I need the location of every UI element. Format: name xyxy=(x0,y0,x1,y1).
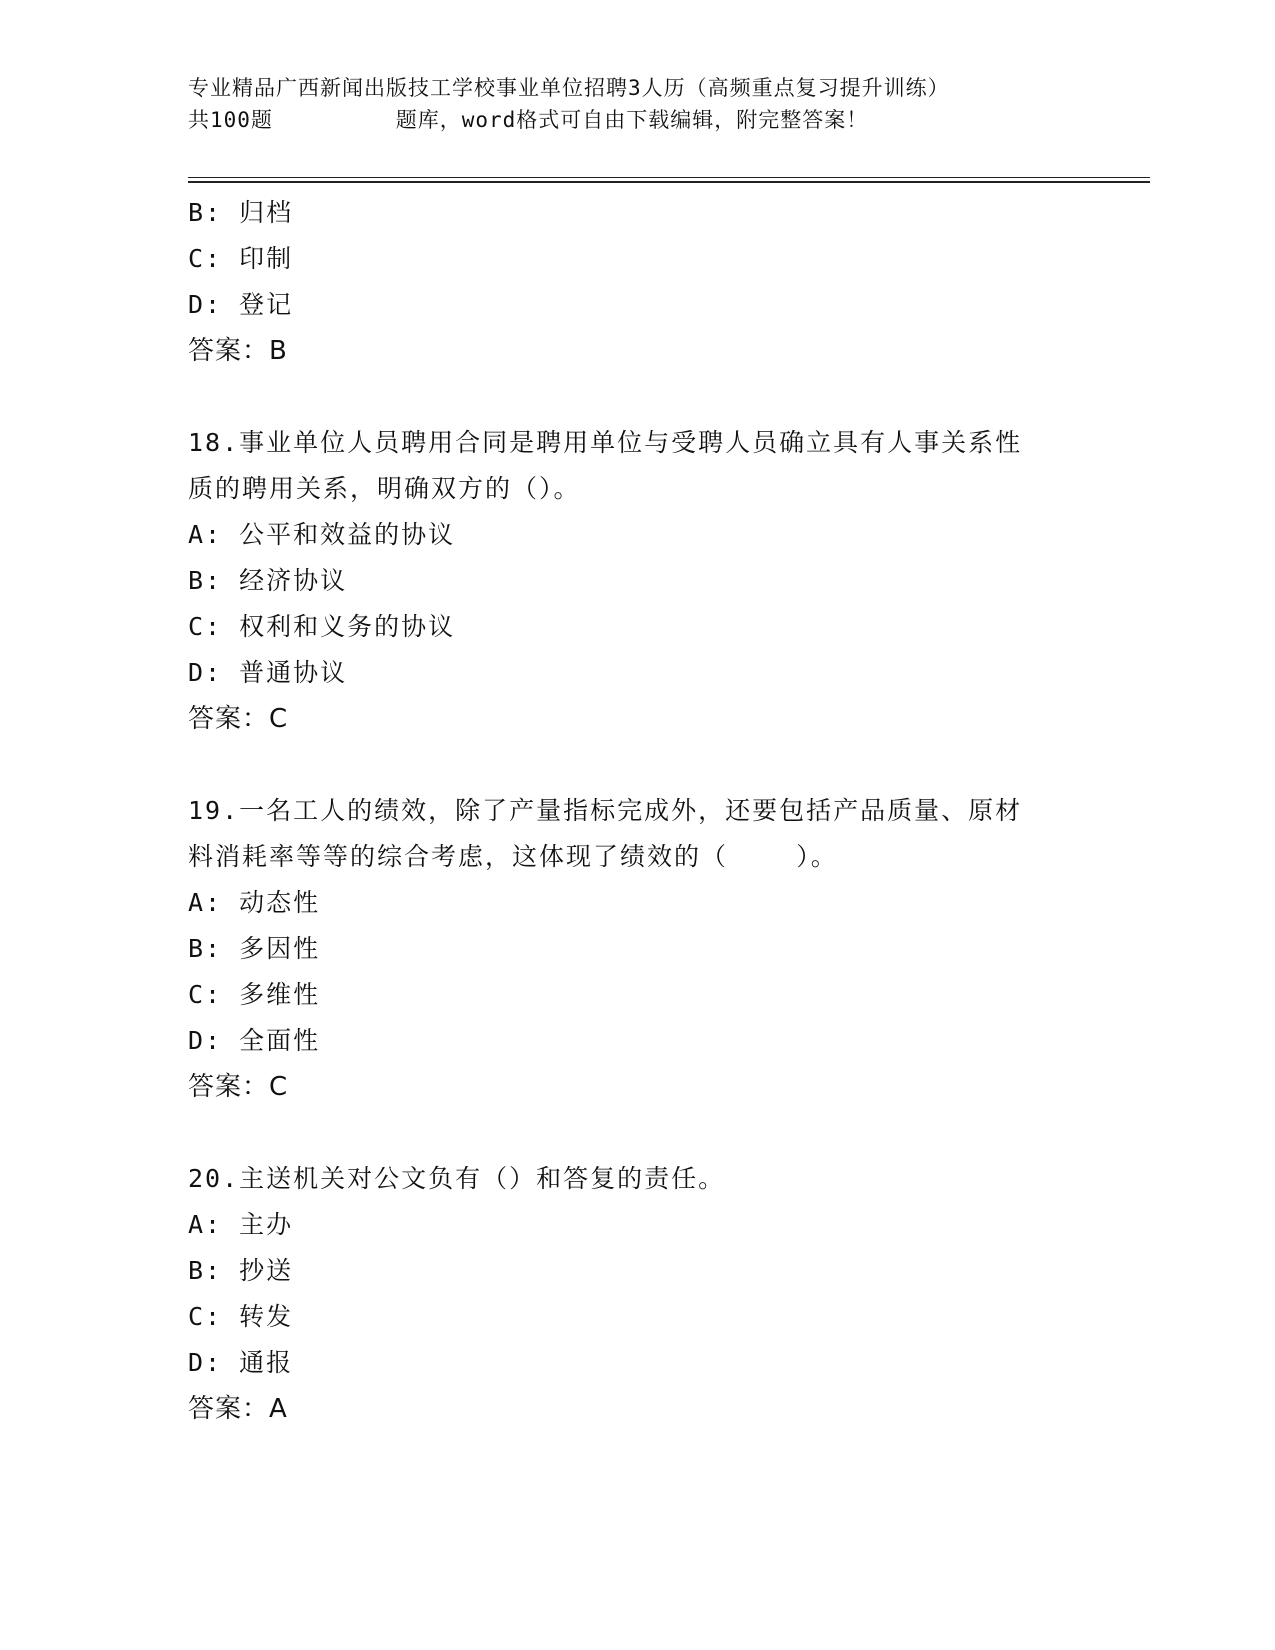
spacer xyxy=(188,1110,1108,1156)
option-d: D: 普通协议 xyxy=(188,658,348,687)
answer-label: 答案：C xyxy=(188,704,289,734)
option-d: D: 登记 xyxy=(188,290,294,319)
question-stem-line: 19.一名工人的绩效，除了产量指标完成外，还要包括产品质量、原材 xyxy=(188,796,1023,825)
question-stem-line: 18.事业单位人员聘用合同是聘用单位与受聘人员确立具有人事关系性 xyxy=(188,428,1023,457)
question-stem xyxy=(188,420,1108,512)
question-stem xyxy=(188,788,1108,880)
question-stem-line: 料消耗率等等的综合考虑，这体现了绩效的（ ）。 xyxy=(188,842,838,871)
option-b: B: 抄送 xyxy=(188,1256,294,1285)
question-list xyxy=(188,190,1108,1432)
spacer xyxy=(188,374,1108,420)
question-17 xyxy=(188,190,1108,374)
question-19 xyxy=(188,788,1108,1110)
option-b: B: 经济协议 xyxy=(188,566,348,595)
question-stem-line: 质的聘用关系，明确双方的（）。 xyxy=(188,474,581,503)
option-d: D: 全面性 xyxy=(188,1026,321,1055)
option-c: C: 多维性 xyxy=(188,980,321,1009)
question-stem xyxy=(188,1156,1108,1202)
option-d: D: 通报 xyxy=(188,1348,294,1377)
page-header xyxy=(188,72,1088,136)
option-a: A: 公平和效益的协议 xyxy=(188,520,456,549)
answer-label: 答案：C xyxy=(188,1072,289,1102)
question-20 xyxy=(188,1156,1108,1432)
option-b: B: 多因性 xyxy=(188,934,321,963)
question-stem-line: 20.主送机关对公文负有（）和答复的责任。 xyxy=(188,1164,726,1193)
answer-label: 答案：B xyxy=(188,336,288,366)
spacer xyxy=(188,742,1108,788)
header-title-line2: 共100题 题库，word格式可自由下载编辑，附完整答案！ xyxy=(188,108,869,132)
option-a: A: 主办 xyxy=(188,1210,294,1239)
question-18 xyxy=(188,420,1108,742)
option-a: A: 动态性 xyxy=(188,888,321,917)
option-b: B: 归档 xyxy=(188,198,294,227)
answer-label: 答案：A xyxy=(188,1394,288,1424)
option-c: C: 权利和义务的协议 xyxy=(188,612,456,641)
option-c: C: 印制 xyxy=(188,244,294,273)
option-c: C: 转发 xyxy=(188,1302,294,1331)
header-title-line1: 专业精品广西新闻出版技工学校事业单位招聘3人历（高频重点复习提升训练） xyxy=(188,76,950,100)
header-divider-thin xyxy=(188,177,1150,178)
header-divider-thick xyxy=(188,181,1150,183)
